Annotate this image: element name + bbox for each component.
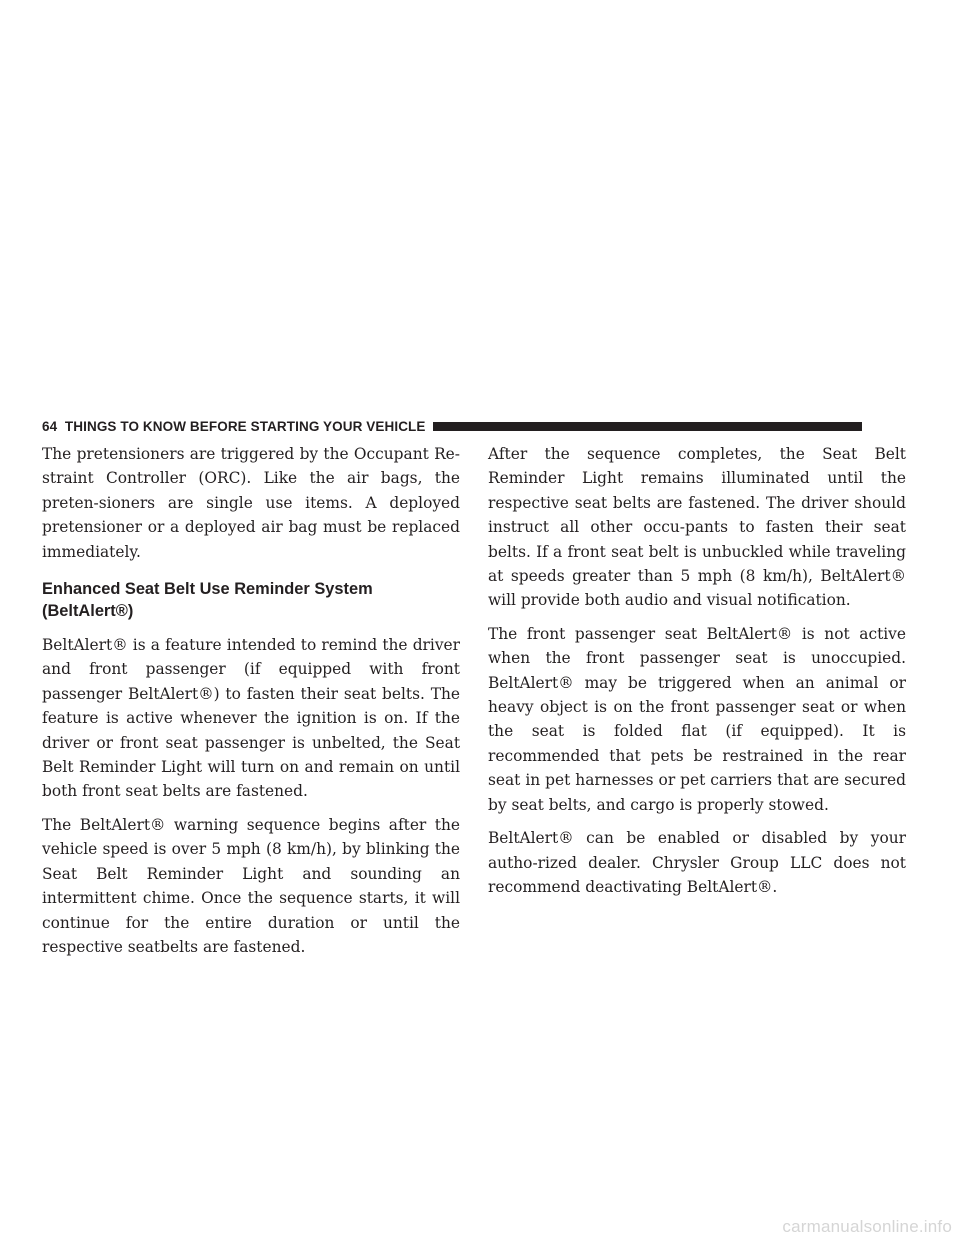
pretensioner-paragraph: The pretensioners are triggered by the Occupant Re-straint Controller (ORC). Like the air bags, the preten-sioners are single use items. A deployed pretensioner or a deployed air bag must be replaced immediately. (42, 445, 460, 561)
sequence-complete-paragraph: After the sequence completes, the Seat Belt Reminder Light remains illuminated until the respective seat belts are fastened. The driver should instruct all other occu-pants to fasten their seat belts. If a front seat belt is unbuckled while traveling at speeds greater than 5 mph (8 km/h), BeltAlert® will provide both audio and visual notification. (488, 445, 906, 610)
page-number: 64 (42, 418, 58, 434)
dealer-paragraph: BeltAlert® can be enabled or disabled by your autho-rized dealer. Chrysler Group LLC does not recommend deactivating BeltAlert®. (488, 829, 906, 896)
header-rule (433, 422, 863, 431)
watermark: carmanualsonline.info (782, 1217, 952, 1236)
passenger-seat-paragraph: The front passenger seat BeltAlert® is not active when the front passenger seat is unoccupied. BeltAlert® may be triggered when an animal or heavy object is on the front passenger seat or when the seat is folded flat (if equipped). It is recommended that pets be restrained in the rear seat in pet harnesses or pet carriers that are secured by seat belts, and cargo is properly stowed. (488, 624, 906, 814)
section-heading: Enhanced Seat Belt Use Reminder System (BeltAlert®) (42, 580, 373, 621)
warning-sequence-paragraph: The BeltAlert® warning sequence begins after the vehicle speed is over 5 mph (8 km/h), by blinking the Seat Belt Reminder Light and sounding an intermittent chime. Once the sequence starts, it will continue for the entire duration or until the respective seatbelts are fastened. (42, 815, 460, 956)
right-column (488, 442, 906, 908)
beltalert-intro-paragraph: BeltAlert® is a feature intended to remind the driver and front passenger (if equipped with front passenger BeltAlert®) to fasten their seat belts. The feature is active whenever the ignition is on. If the driver or front seat passenger is unbelted, the Seat Belt Reminder Light will turn on and remain on until both front seat belts are fastened. (42, 636, 460, 801)
header-text (42, 419, 426, 434)
left-column (42, 442, 460, 968)
section-title: THINGS TO KNOW BEFORE STARTING YOUR VEHICLE (64, 418, 426, 434)
page-header (42, 415, 862, 437)
